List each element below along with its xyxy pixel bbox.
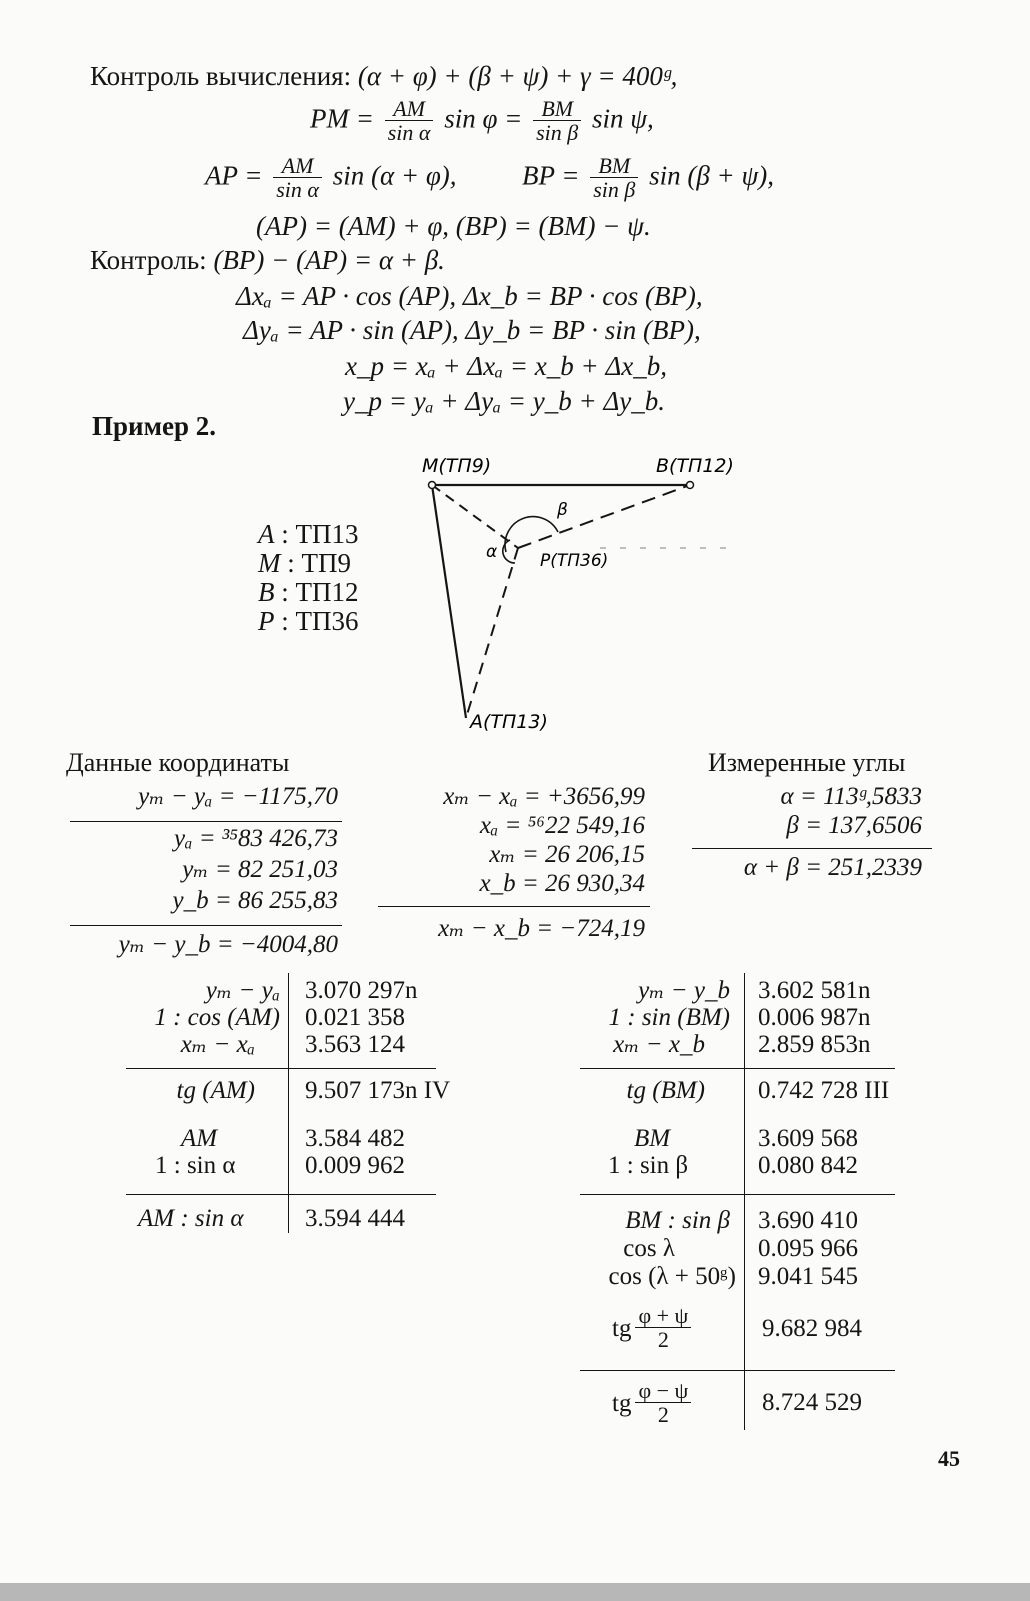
legend-key: M bbox=[258, 548, 281, 578]
lt-label-1: yₘ − yₐ bbox=[205, 977, 280, 1004]
label-p: P(ТП36) bbox=[540, 551, 609, 571]
rt-tg-sum-den: 2 bbox=[657, 1327, 669, 1352]
bp-den: sin β bbox=[593, 177, 636, 202]
right-table-vline bbox=[744, 973, 745, 1430]
line-p-b bbox=[518, 485, 690, 548]
control-2-formula: (BP) − (AP) = α + β. bbox=[213, 245, 445, 275]
xm-minus-xa: xₘ − xₐ = +3656,99 bbox=[443, 783, 645, 810]
legend-key: A bbox=[258, 519, 275, 549]
point-b bbox=[687, 482, 694, 489]
rt-tg-diff-label: tg bbox=[612, 1390, 632, 1417]
divider bbox=[70, 821, 342, 822]
legend-value: : ТП12 bbox=[281, 577, 359, 607]
dx-line: Δxₐ = AP · cos (AP), Δx_b = BP · cos (BP), bbox=[236, 281, 703, 311]
line-p-a bbox=[466, 548, 518, 718]
rt-label-coslambda: cos λ bbox=[623, 1235, 675, 1262]
lt-value-1: 3.070 297n bbox=[305, 977, 418, 1004]
angle-beta: β = 137,6506 bbox=[786, 812, 922, 839]
pm-num-2: BM bbox=[533, 98, 581, 121]
label-a: A(ТП13) bbox=[470, 711, 548, 733]
pm-den-1: sin α bbox=[387, 120, 431, 145]
rt-tg-diff-fraction bbox=[635, 1380, 691, 1427]
rt-value-bm: 3.609 568 bbox=[758, 1125, 858, 1152]
yp-line: y_p = yₐ + Δyₐ = y_b + Δy_b. bbox=[343, 386, 666, 416]
rt-tg-value: 0.742 728 III bbox=[758, 1077, 890, 1104]
rt-tg-sum-fraction bbox=[635, 1305, 691, 1352]
alpha-arc bbox=[503, 540, 515, 563]
lt-label-sinalpha: 1 : sin α bbox=[155, 1152, 236, 1179]
legend-value: : ТП36 bbox=[281, 606, 359, 636]
lt-label-3: xₘ − xₐ bbox=[180, 1031, 255, 1058]
ym-value: yₘ = 82 251,03 bbox=[182, 856, 338, 883]
coords-title: Данные координаты bbox=[66, 748, 290, 777]
rt-tg-diff bbox=[612, 1380, 695, 1427]
rt-tg-sum-label: tg bbox=[612, 1315, 632, 1342]
lt-value-3: 3.563 124 bbox=[305, 1031, 405, 1058]
rt-value-coslambda50: 9.041 545 bbox=[758, 1263, 858, 1290]
rt-label-3: xₘ − x_b bbox=[613, 1031, 705, 1058]
rt-value-sinbeta: 0.080 842 bbox=[758, 1152, 858, 1179]
ya-value: yₐ = ³⁵83 426,73 bbox=[174, 825, 338, 852]
bp-tail: sin (β + ψ), bbox=[649, 160, 775, 191]
rt-tg-diff-num: φ − ψ bbox=[635, 1380, 691, 1403]
label-b: B(ТП12) bbox=[656, 455, 734, 477]
legend-value: : ТП13 bbox=[281, 519, 359, 549]
dy-line: Δyₐ = AP · sin (AP), Δy_b = BP · sin (BP), bbox=[243, 315, 701, 345]
angle-sum: α + β = 251,2339 bbox=[743, 854, 922, 881]
divider bbox=[126, 1068, 436, 1069]
line-m-a bbox=[432, 485, 466, 718]
rt-label-1: yₘ − y_b bbox=[638, 977, 730, 1004]
divider bbox=[580, 1194, 895, 1195]
label-beta: β bbox=[557, 500, 568, 520]
rt-label-bm-sinbeta: BM : sin β bbox=[625, 1207, 730, 1234]
ap-den: sin α bbox=[276, 177, 319, 202]
rt-label-coslambda50: cos (λ + 50ᵍ) bbox=[608, 1263, 736, 1290]
ap-num: AM bbox=[273, 155, 322, 178]
rt-tg-diff-den: 2 bbox=[657, 1402, 669, 1427]
xm-minus-xb: xₘ − x_b = −724,19 bbox=[438, 915, 645, 942]
bp-num: BM bbox=[590, 155, 638, 178]
control-calc-formula: (α + φ) + (β + ψ) + γ = 400ᵍ, bbox=[357, 61, 678, 91]
lt-value-2: 0.021 358 bbox=[305, 1004, 405, 1031]
control-2-label: Контроль: bbox=[90, 245, 207, 275]
divider bbox=[692, 848, 932, 849]
point-m bbox=[429, 482, 436, 489]
pm-lhs: PM = bbox=[310, 103, 374, 134]
legend-value: : ТП9 bbox=[287, 548, 351, 578]
rt-tg-sum-value: 9.682 984 bbox=[762, 1315, 862, 1342]
angle-alpha: α = 113ᵍ,5833 bbox=[780, 783, 922, 810]
pm-num-1: AM bbox=[385, 98, 434, 121]
lt-result-label: AM : sin α bbox=[138, 1205, 244, 1232]
lt-value-am: 3.584 482 bbox=[305, 1125, 405, 1152]
control-calc-label: Контроль вычисления: bbox=[90, 61, 352, 91]
rt-value-coslambda: 0.095 966 bbox=[758, 1235, 858, 1262]
angles-title: Измеренные углы bbox=[708, 748, 906, 777]
rt-tg-sum-num: φ + ψ bbox=[635, 1305, 691, 1328]
divider bbox=[126, 1194, 436, 1195]
ym-minus-ya: yₘ − yₐ = −1175,70 bbox=[138, 783, 338, 810]
label-m: M(ТП9) bbox=[422, 455, 492, 477]
divider bbox=[580, 1068, 895, 1069]
lt-label-2: 1 : cos (AM) bbox=[154, 1004, 280, 1031]
ap-lhs: AP = bbox=[205, 160, 263, 191]
survey-diagram bbox=[0, 0, 1030, 760]
rt-label-sinbeta: 1 : sin β bbox=[608, 1152, 689, 1179]
rt-value-3: 2.859 853n bbox=[758, 1031, 871, 1058]
rt-value-bm-sinbeta: 3.690 410 bbox=[758, 1207, 858, 1234]
lt-tg-label: tg (AM) bbox=[176, 1077, 255, 1104]
rt-label-2: 1 : sin (BM) bbox=[608, 1004, 730, 1031]
divider bbox=[70, 925, 342, 926]
scan-bottom-edge bbox=[0, 1583, 1030, 1601]
rt-tg-diff-value: 8.724 529 bbox=[762, 1389, 862, 1416]
xb-value: x_b = 26 930,34 bbox=[479, 870, 645, 897]
page-number: 45 bbox=[938, 1446, 960, 1471]
ap-tail: sin (α + φ), bbox=[332, 160, 457, 191]
pm-den-2: sin β bbox=[536, 120, 579, 145]
beta-arc bbox=[505, 517, 558, 552]
rt-label-bm: BM bbox=[634, 1125, 671, 1152]
direction-line: (AP) = (AM) + φ, (BP) = (BM) − ψ. bbox=[256, 211, 651, 241]
lt-value-sinalpha: 0.009 962 bbox=[305, 1152, 405, 1179]
ym-minus-yb: yₘ − y_b = −4004,80 bbox=[118, 931, 338, 958]
label-alpha: α bbox=[486, 542, 498, 562]
rt-value-1: 3.602 581n bbox=[758, 977, 871, 1004]
rt-tg-sum bbox=[612, 1305, 695, 1352]
example-title: Пример 2. bbox=[92, 411, 216, 441]
yb-value: y_b = 86 255,83 bbox=[172, 887, 338, 914]
lt-label-am: AM bbox=[181, 1125, 218, 1152]
legend-key: P bbox=[258, 606, 275, 636]
pm-tail: sin ψ, bbox=[592, 103, 654, 134]
divider bbox=[378, 906, 650, 907]
divider bbox=[580, 1370, 895, 1371]
xa-value: xₐ = ⁵⁶22 549,16 bbox=[479, 812, 645, 839]
rt-value-2: 0.006 987n bbox=[758, 1004, 871, 1031]
pm-mid: sin φ = bbox=[444, 103, 523, 134]
legend-key: B bbox=[258, 577, 275, 607]
lt-tg-value: 9.507 173n IV bbox=[305, 1077, 451, 1104]
bp-lhs: BP = bbox=[522, 160, 580, 191]
xm-value: xₘ = 26 206,15 bbox=[489, 841, 645, 868]
lt-result-value: 3.594 444 bbox=[305, 1205, 405, 1232]
xp-line: x_p = xₐ + Δxₐ = x_b + Δx_b, bbox=[345, 351, 668, 381]
rt-tg-label: tg (BM) bbox=[626, 1077, 705, 1104]
